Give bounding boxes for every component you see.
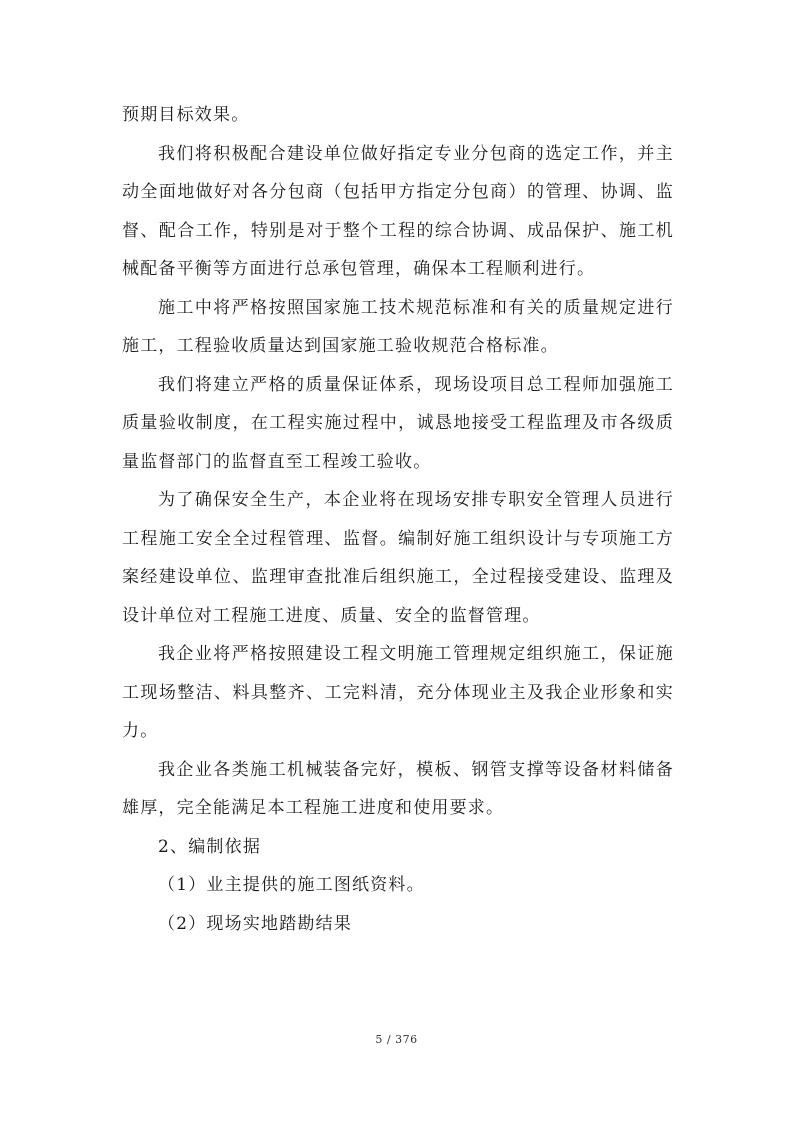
- paragraph-quality-assurance: 我们将建立严格的质量保证体系，现场设项目总工程师加强施工质量验收制度，在工程实施过程中，诚恳地接受工程监理及市各级质量监督部门的监督直至工程竣工验收。: [122, 374, 674, 472]
- paragraph-subcontractor-management: 我们将积极配合建设单位做好指定专业分包商的选定工作，并主动全面地做好对各分包商（包括甲方指定分包商）的管理、协调、监督、配合工作，特别是对于整个工程的综合协调、成品保护、施工机械配备平衡等方面进行总承包管理，确保本工程顺利进行。: [122, 143, 674, 279]
- document-body: [122, 96, 674, 943]
- paragraph-civilized-construction: 我企业将严格按照建设工程文明施工管理规定组织施工，保证施工现场整洁、料具整齐、工完料清，充分体现业主及我企业形象和实力。: [122, 644, 674, 741]
- paragraph-continuation: 预期目标效果。: [122, 105, 250, 125]
- list-item: （2）现场实地踏勘结果: [158, 913, 353, 934]
- paragraph-equipment: 我企业各类施工机械装备完好，模板、钢管支撑等设备材料储备雄厚，完全能满足本工程施工进度和使用要求。: [122, 759, 674, 818]
- section-heading: 2、编制依据: [158, 836, 262, 857]
- page-number: 5 / 376: [375, 1033, 418, 1046]
- list-item: （1）业主提供的施工图纸资料。: [158, 875, 425, 895]
- paragraph-safety-production: 为了确保安全生产，本企业将在现场安排专职安全管理人员进行工程施工安全全过程管理、监督。编制好施工组织设计与专项施工方案经建设单位、监理审查批准后组织施工，全过程接受建设、监理及设计单位对工程施工进度、质量、安全的监督管理。: [122, 490, 674, 626]
- paragraph-construction-standards: 施工中将严格按照国家施工技术规范标准和有关的质量规定进行施工，工程验收质量达到国家施工验收规范合格标准。: [122, 297, 674, 356]
